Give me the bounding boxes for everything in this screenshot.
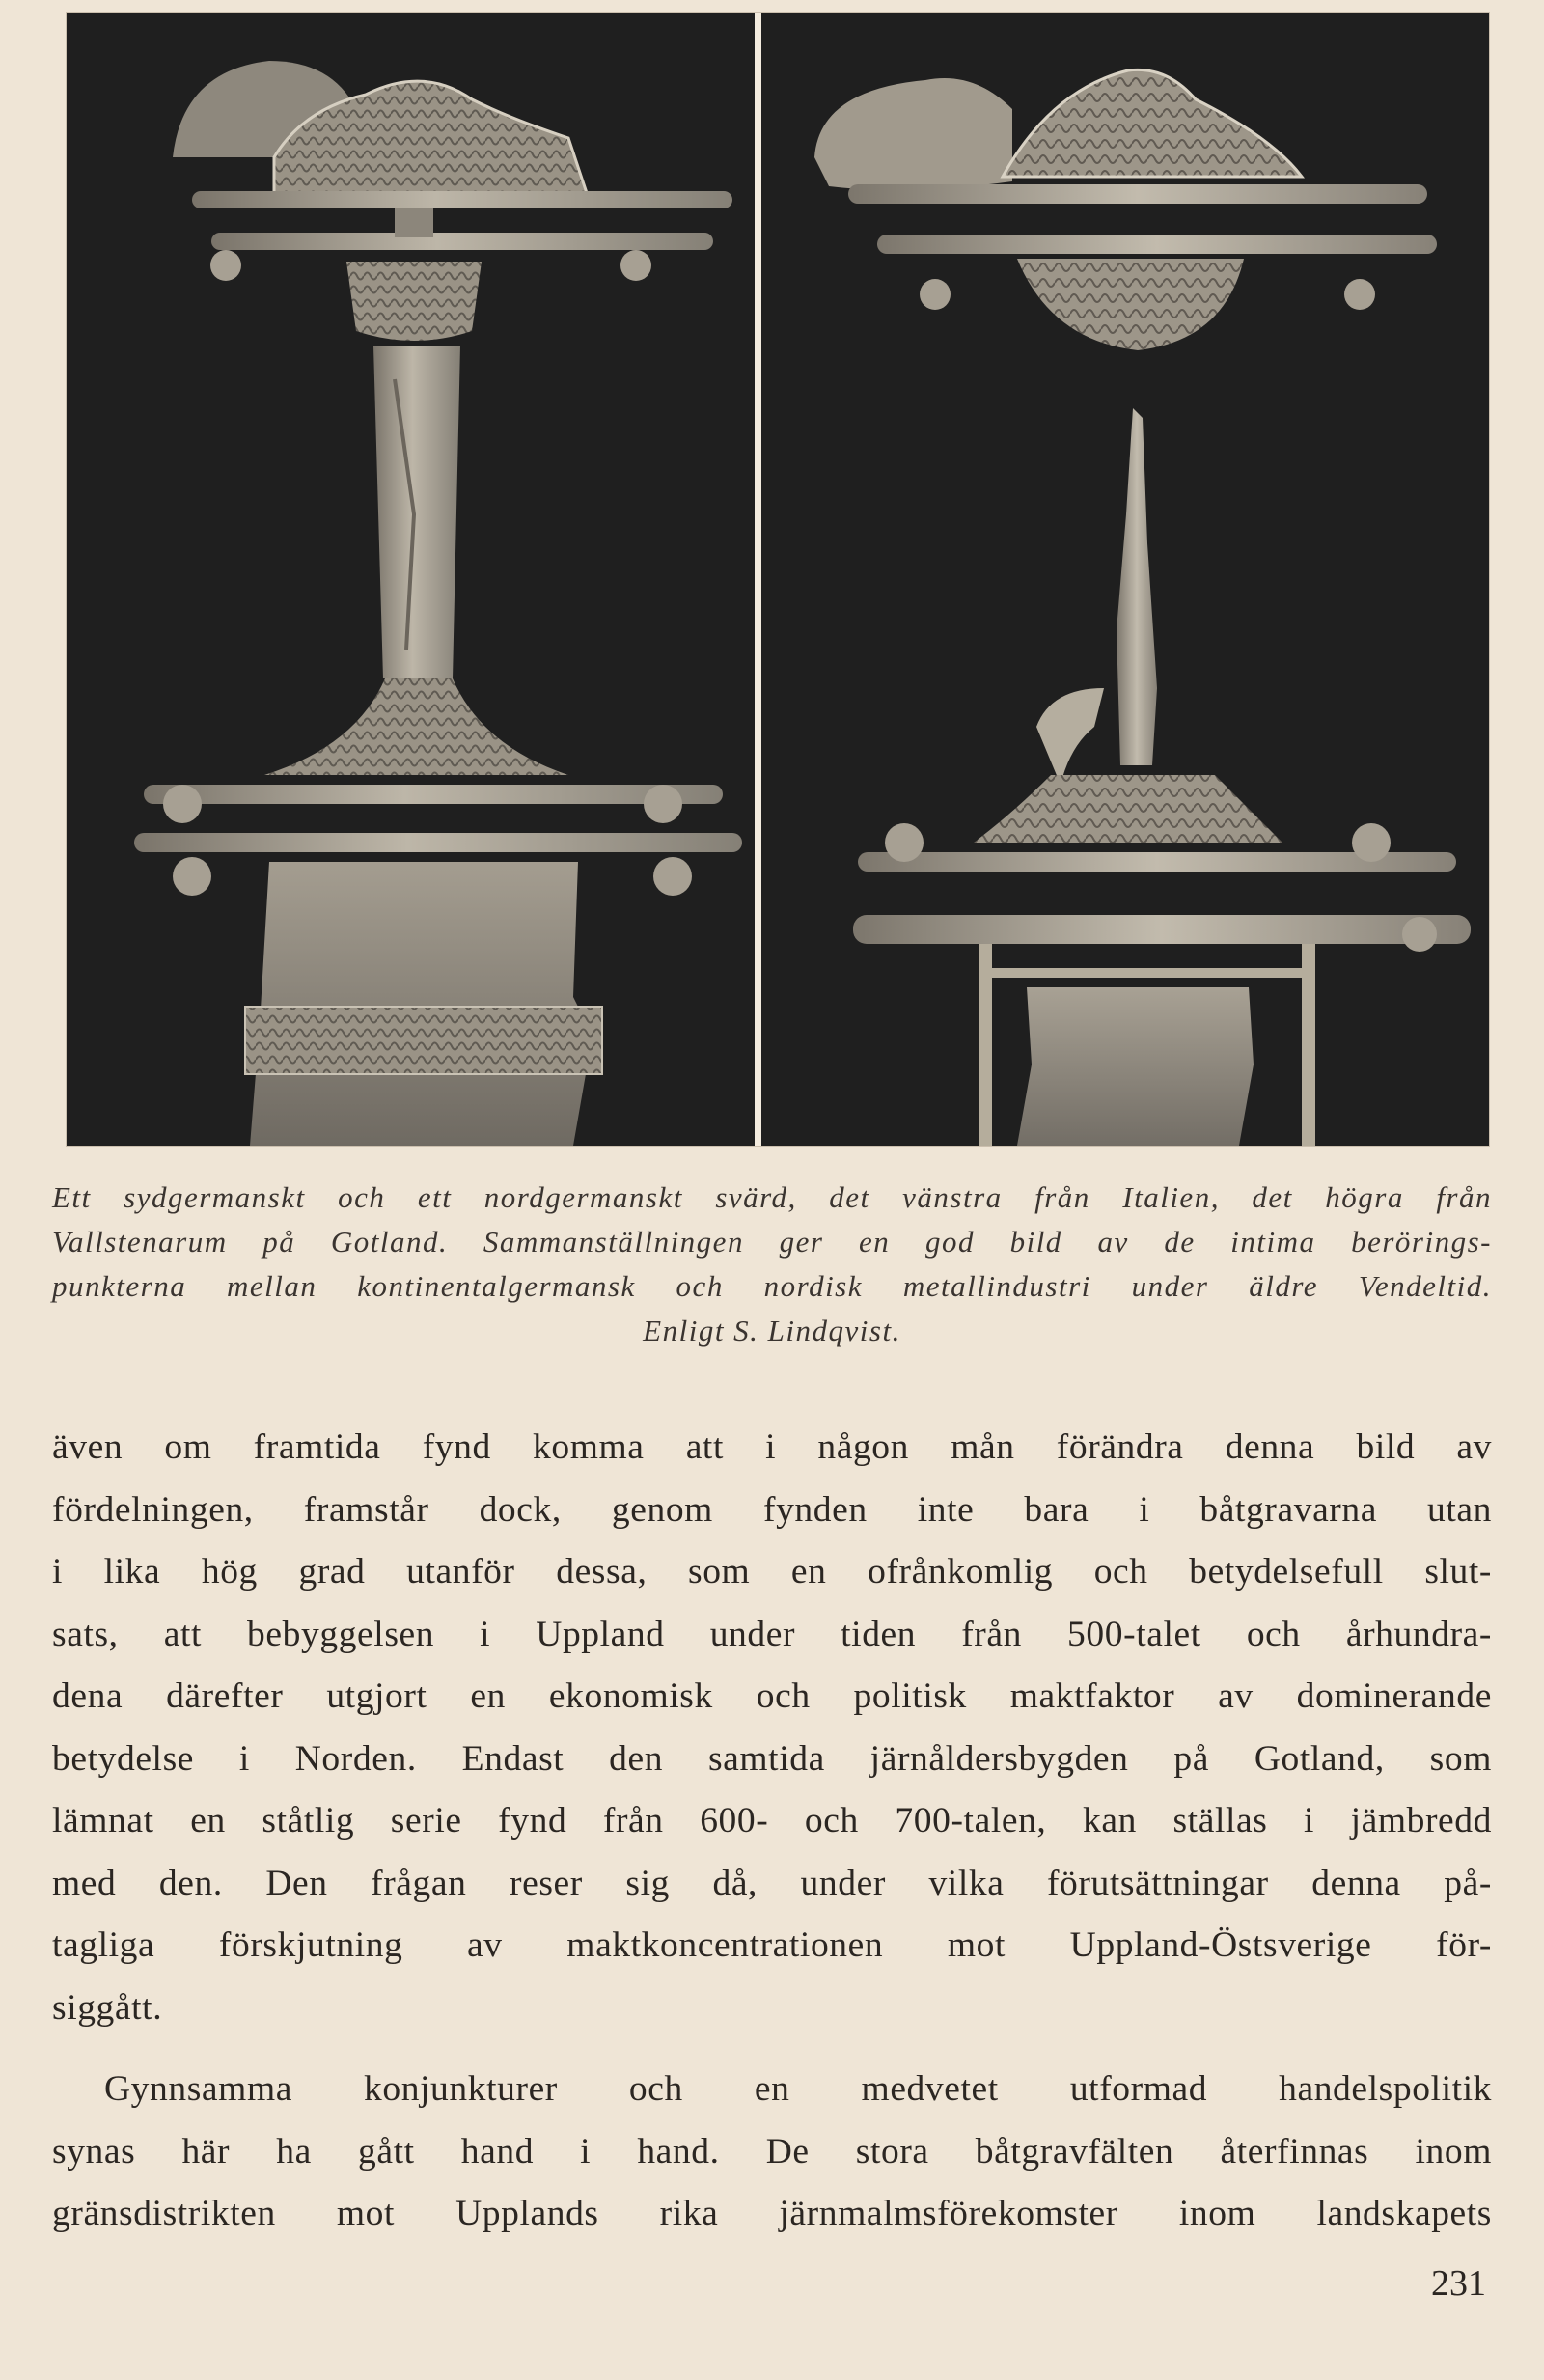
paragraph-1 bbox=[52, 1417, 1492, 2039]
body-text bbox=[52, 1417, 1492, 2246]
text-line: siggått. bbox=[52, 1987, 163, 2028]
text-line: tagliga förskjutning av maktkoncentrationen mot Uppland-Östsverige för- bbox=[52, 1925, 1492, 1965]
grip-left bbox=[373, 346, 460, 678]
text-line: med den. Den frågan reser sig då, under vilka förutsättningar denna på- bbox=[52, 1863, 1492, 1903]
blade-left bbox=[250, 862, 593, 1146]
page-number: 231 bbox=[1431, 2263, 1486, 2304]
text-line: sats, att bebyggelsen i Uppland under tiden från 500-talet och århundra- bbox=[52, 1614, 1492, 1654]
text-line: fördelningen, framstår dock, genom fynden inte bara i båtgravarna utan bbox=[52, 1489, 1492, 1530]
text-line: betydelse i Norden. Endast den samtida järnåldersbygden på Gotland, som bbox=[52, 1738, 1492, 1779]
caption-line: Vallstenarum på Gotland. Sammanställningen ger en god bild av de intima berörings- bbox=[52, 1225, 1492, 1259]
text-line: synas här ha gått hand i hand. De stora båtgravfälten återfinnas inom bbox=[52, 2131, 1492, 2172]
blade-right bbox=[1017, 987, 1254, 1146]
figure-caption bbox=[52, 1176, 1492, 1353]
caption-line: Ett sydgermanskt och ett nordgermanskt svärd, det vänstra från Italien, det högra från bbox=[52, 1180, 1492, 1214]
text-line: dena därefter utgjort en ekonomisk och politisk maktfaktor av dominerande bbox=[52, 1676, 1492, 1716]
paragraph-2 bbox=[52, 2059, 1492, 2246]
text-line: lämnat en ståtlig serie fynd från 600- och 700-talen, kan ställas i jämbredd bbox=[52, 1801, 1492, 1840]
right-sword-illustration bbox=[761, 13, 1489, 1146]
text-line: gränsdistrikten mot Upplands rika järnmalmsförekomster inom landskapets bbox=[52, 2194, 1492, 2233]
right-sword-photo bbox=[761, 13, 1489, 1146]
left-sword-photo bbox=[67, 13, 755, 1146]
caption-credit: Enligt S. Lindqvist. bbox=[643, 1314, 901, 1347]
upper-collar-left bbox=[346, 262, 482, 341]
caption-line: punkterna mellan kontinentalgermansk och nordisk metallindustri under äldre Vendeltid. bbox=[52, 1269, 1492, 1303]
text-line: Gynnsamma konjunkturer och en medvetet utformad handelspolitik bbox=[104, 2069, 1492, 2109]
text-line: i lika hög grad utanför dessa, som en ofrånkomlig och betydelsefull slut- bbox=[52, 1552, 1492, 1591]
left-sword-illustration bbox=[67, 13, 755, 1146]
text-line: även om framtida fynd komma att i någon mån förändra denna bild av bbox=[52, 1427, 1492, 1467]
figure-plate bbox=[66, 12, 1490, 1147]
